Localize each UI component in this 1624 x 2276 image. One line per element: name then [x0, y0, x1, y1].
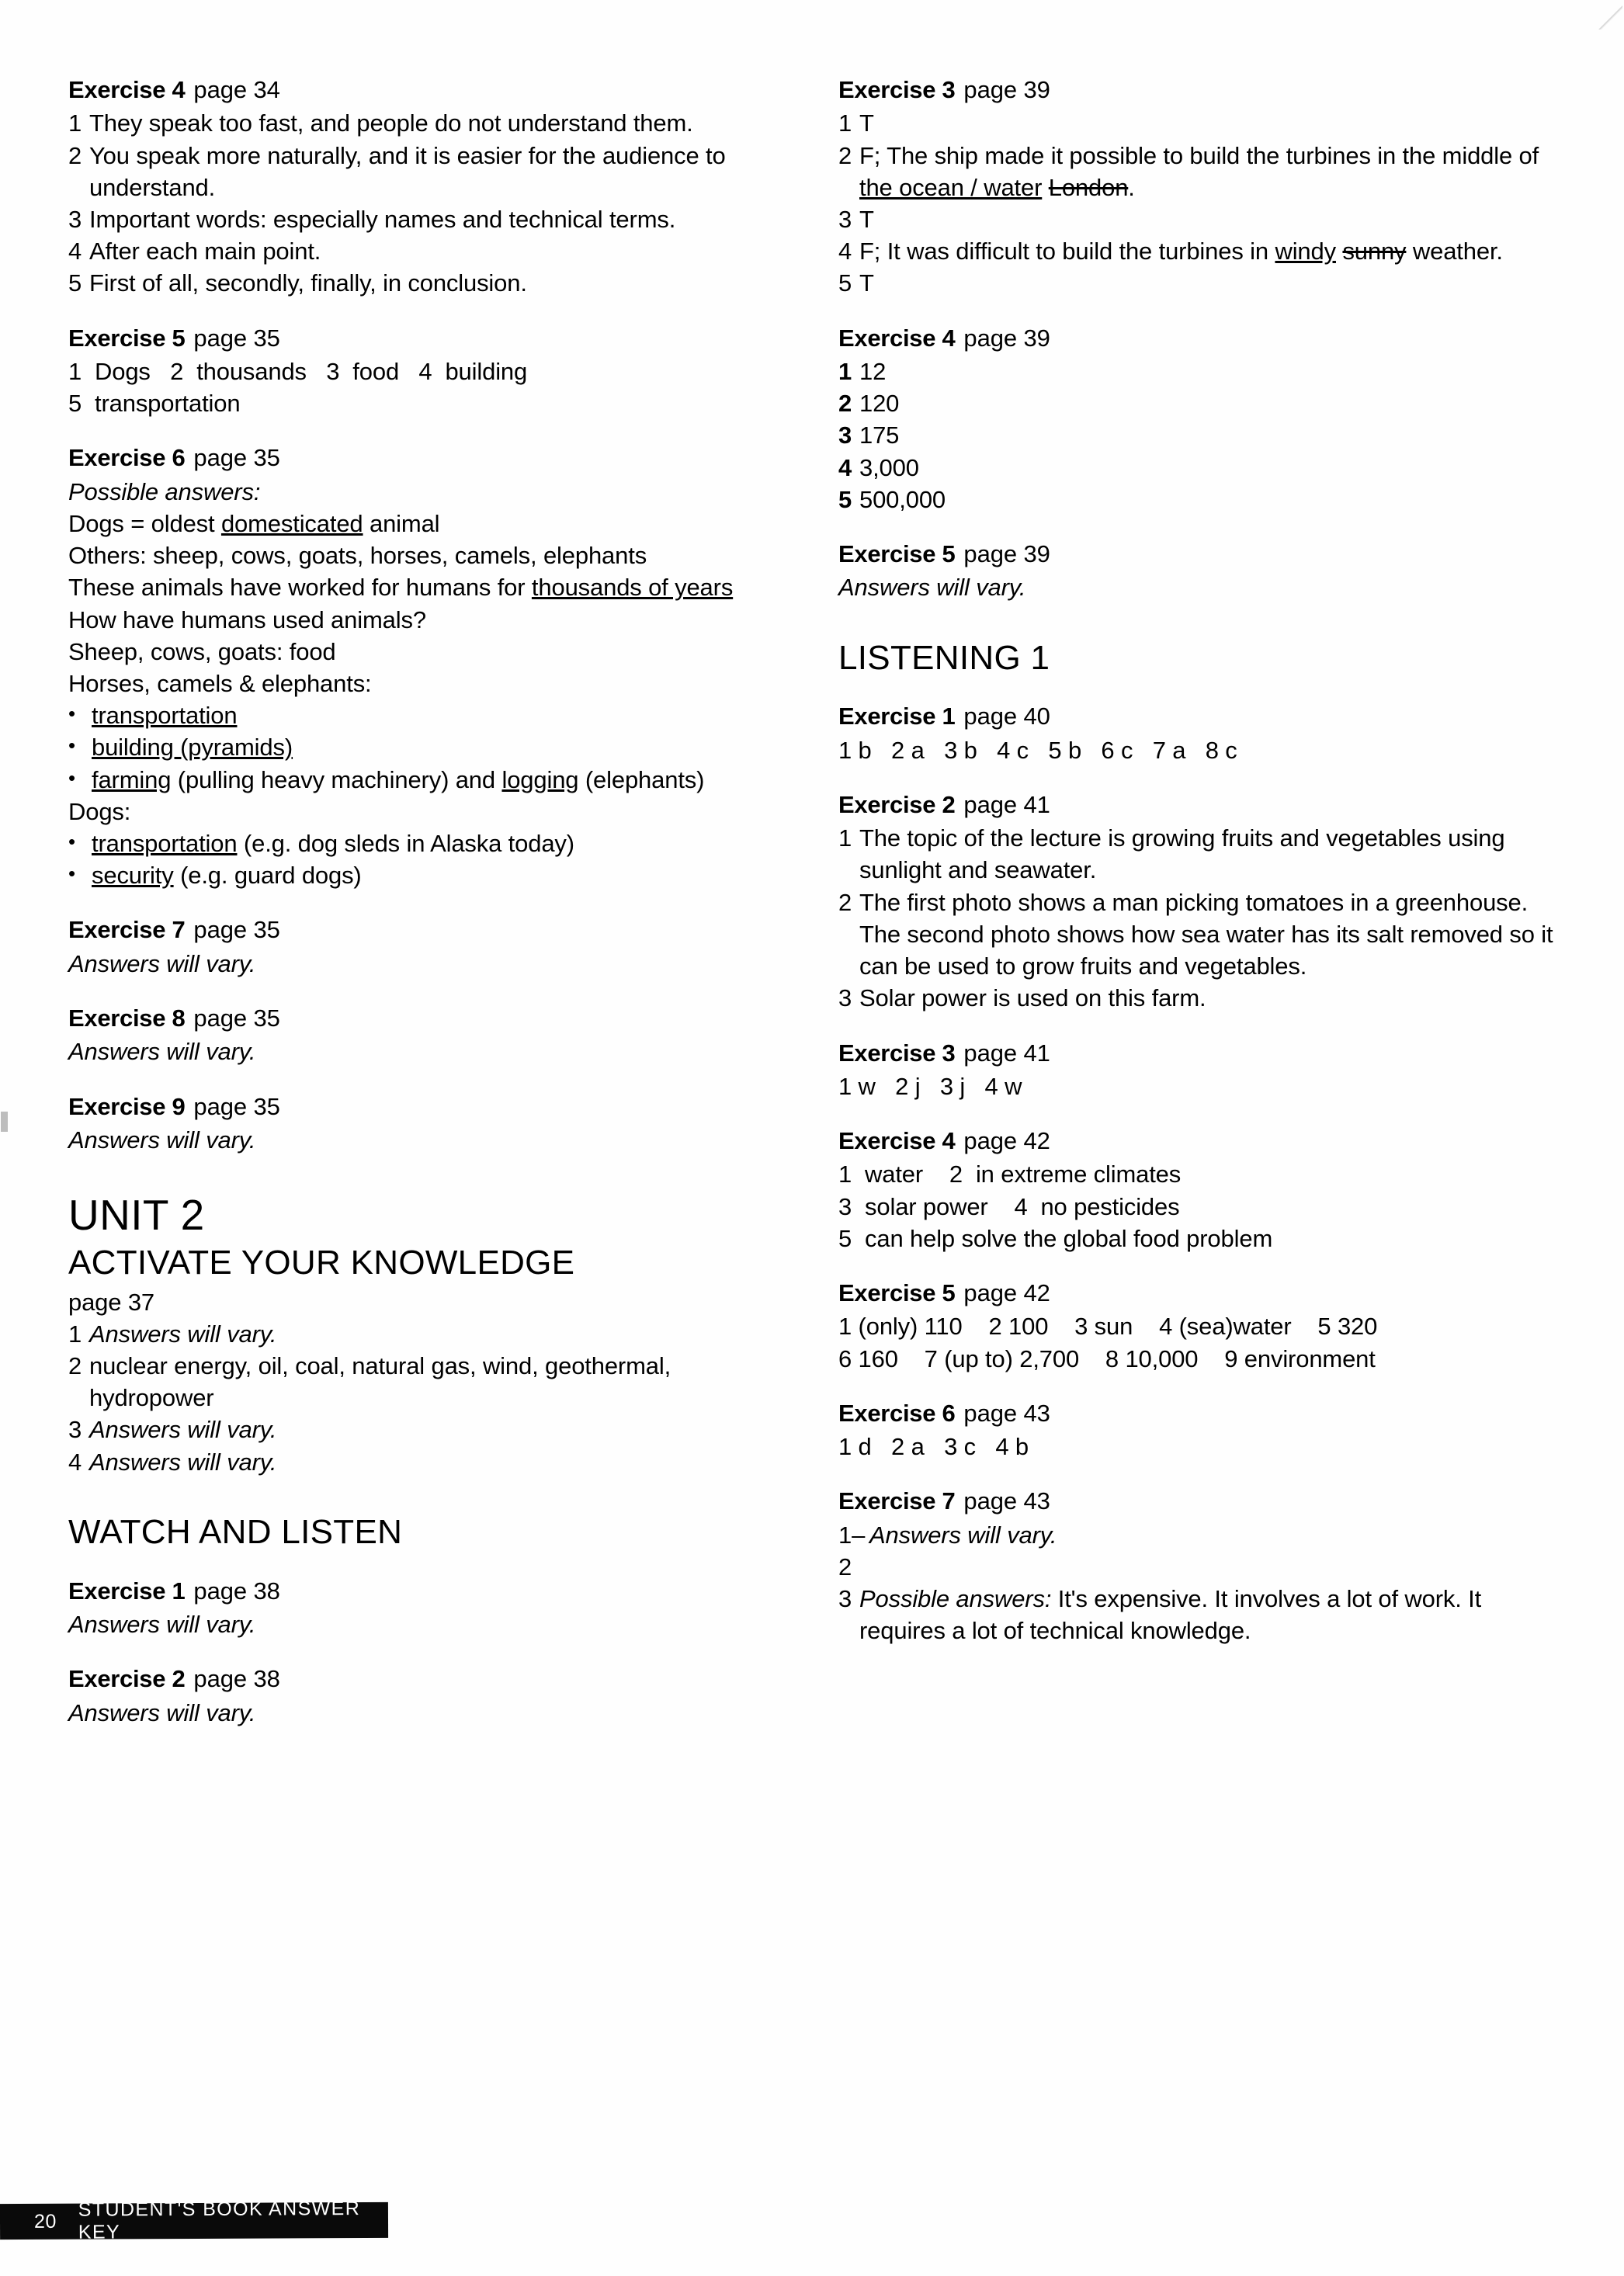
item-number: 2: [68, 141, 82, 169]
text-part: (e.g. dog sleds in Alaska today): [237, 830, 574, 858]
item-text: T: [859, 269, 874, 297]
exercise-page: page 35: [193, 444, 280, 472]
exercise-page: page 38: [193, 1665, 280, 1693]
text-part: animal: [363, 509, 440, 537]
answer-item: [838, 822, 1564, 886]
exercise-page: page 42: [963, 1127, 1050, 1155]
item-text: Answers will vary.: [89, 1448, 277, 1476]
item-text: T: [859, 205, 874, 233]
item-number: 1–2: [838, 1521, 866, 1580]
text-part: It's expensive. It involves a lot of work. It requires a lot of technical knowledge.: [859, 1585, 1482, 1645]
exercise-label: Exercise 6: [838, 1399, 956, 1427]
text-part: .: [1128, 173, 1135, 201]
bullet-item: [68, 699, 794, 731]
item-text: 500,000: [859, 485, 946, 513]
exercise-label: Exercise 1: [68, 1577, 186, 1605]
answer-item: [838, 886, 1564, 983]
exercise-label: Exercise 3: [838, 1039, 956, 1067]
exercise-label: Exercise 7: [68, 916, 186, 944]
item-text: After each main point.: [89, 238, 321, 265]
item-number: 4: [838, 453, 852, 481]
note-line-horses-camels: Horses, camels & elephants:: [68, 669, 372, 697]
exercise-label: Exercise 3: [838, 76, 956, 103]
answers-will-vary: Answers will vary.: [838, 574, 1026, 602]
answer-item: [68, 203, 794, 235]
exercise-label: Exercise 7: [838, 1487, 956, 1515]
item-number: 4: [68, 238, 82, 265]
answer-item: [838, 203, 1564, 235]
exercise-heading-4-p34: [68, 75, 794, 106]
bullet-text: [92, 731, 794, 763]
exercise-label: Exercise 9: [68, 1092, 186, 1120]
exercise-heading-5-p39: [838, 539, 1564, 570]
section-page-ref: page 37: [68, 1288, 155, 1316]
underlined-answer: transportation: [92, 702, 238, 730]
exercise-label: Exercise 4: [838, 1127, 956, 1155]
bullet-item: [68, 731, 794, 763]
underlined-answer: domesticated: [220, 509, 363, 537]
item-text: nuclear energy, oil, coal, natural gas, wind, geothermal, hydropower: [89, 1351, 671, 1412]
exercise-page: page 35: [193, 324, 280, 352]
answers-will-vary: Answers will vary.: [68, 1038, 256, 1066]
answer-item: [68, 1414, 794, 1445]
answers-will-vary: Answers will vary.: [68, 1126, 256, 1154]
item-number: 2: [68, 1351, 82, 1379]
exercise-page: page 41: [963, 790, 1050, 818]
exercise-label: Exercise 2: [68, 1665, 186, 1693]
item-number: 1: [838, 109, 852, 137]
exercise-page: page 39: [963, 324, 1050, 352]
answer-item: [68, 140, 794, 203]
footer-label: STUDENT'S BOOK ANSWER KEY: [78, 2198, 361, 2243]
possible-answers-note: Possible answers:: [859, 1585, 1052, 1612]
item-text: They speak too fast, and people do not understand them.: [89, 109, 693, 137]
text-part: weather.: [1406, 238, 1503, 265]
answer-item: [838, 1583, 1564, 1646]
item-number: 2: [838, 390, 852, 418]
exercise-heading-1-p40: [838, 701, 1564, 732]
exercise-heading-2-p41: [838, 789, 1564, 821]
two-column-body: [68, 75, 1567, 1729]
answer-sequence-line: 1 w 2 j 3 j 4 w: [838, 1072, 1022, 1100]
underlined-answer: the ocean / water: [859, 173, 1043, 201]
exercise-heading-3-p41: [838, 1038, 1564, 1069]
answer-sequence-line: 5 can help solve the global food problem: [838, 1224, 1273, 1252]
answer-item: [838, 356, 1564, 387]
exercise-page: page 43: [963, 1487, 1050, 1515]
item-number: 3: [838, 1585, 852, 1612]
item-text: The first photo shows a man picking tomatoes in a greenhouse. The second photo shows how sea water has its salt removed so it can be used to grow fruits and vegetables.: [859, 888, 1553, 980]
exercise-label: Exercise 5: [838, 1279, 956, 1307]
item-number: 1: [68, 1320, 82, 1348]
exercise-page: page 42: [963, 1279, 1050, 1307]
item-text: T: [859, 109, 874, 137]
text-part: F; It was difficult to build the turbines in: [859, 238, 1275, 265]
exercise-heading-4-p42: [838, 1126, 1564, 1157]
possible-answers-note: Possible answers:: [68, 477, 261, 505]
answers-will-vary: Answers will vary.: [68, 1611, 256, 1639]
page-footer-bar: [0, 2198, 388, 2243]
answer-item: [68, 235, 794, 267]
answer-item: [838, 107, 1564, 139]
answer-sequence-line: 1 d 2 a 3 c 4 b: [838, 1433, 1029, 1461]
answer-item: [68, 1318, 794, 1350]
answer-sequence-line: 3 solar power 4 no pesticides: [838, 1192, 1180, 1220]
item-text: Answers will vary.: [89, 1320, 277, 1348]
exercise-page: page 38: [193, 1577, 280, 1605]
bullet-dot-icon: •: [68, 702, 75, 726]
exercise-heading-5-p42: [838, 1278, 1564, 1309]
exercise-page: page 35: [193, 916, 280, 944]
answer-sequence-line: 1 water 2 in extreme climates: [838, 1161, 1182, 1188]
answer-sequence-line: 1 Dogs 2 thousands 3 food 4 building: [68, 357, 528, 385]
answers-will-vary: Answers will vary.: [68, 949, 256, 977]
answer-sequence-line: 1 b 2 a 3 b 4 c 5 b 6 c 7 a 8 c: [838, 736, 1237, 764]
item-text: 12: [859, 357, 887, 385]
bullet-text: [92, 827, 794, 859]
exercise-label: Exercise 6: [68, 444, 186, 472]
answer-item: [838, 387, 1564, 419]
answer-item: [838, 267, 1564, 299]
exercise-page: page 35: [193, 1004, 280, 1032]
underlined-answer: transportation: [92, 830, 238, 858]
item-number: 2: [838, 141, 852, 169]
answers-will-vary: Answers will vary.: [68, 1698, 256, 1726]
struck-through-answer: London: [1048, 173, 1129, 201]
answer-sequence-line: 1 (only) 110 2 100 3 sun 4 (sea)water 5 320: [838, 1313, 1378, 1341]
item-number: 3: [68, 1416, 82, 1444]
exercise-heading-1-p38: [68, 1576, 794, 1607]
exercise-page: page 34: [193, 76, 280, 103]
answer-item: [838, 452, 1564, 484]
text-part: (e.g. guard dogs): [173, 862, 362, 890]
answer-sequence-line: 5 transportation: [68, 390, 241, 418]
item-number: 3: [68, 205, 82, 233]
bullet-text: [92, 699, 794, 731]
item-number: 2: [838, 888, 852, 916]
exercise-label: Exercise 2: [838, 790, 956, 818]
exercise-heading-8-p35: [68, 1003, 794, 1034]
item-number: 3: [838, 205, 852, 233]
text-part: These animals have worked for humans for: [68, 574, 532, 602]
exercise-page: page 35: [193, 1092, 280, 1120]
exercise-heading-4-p39: [838, 323, 1564, 354]
exercise-heading-7-p35: [68, 914, 794, 945]
struck-through-answer: sunny: [1342, 238, 1407, 265]
right-column: [838, 75, 1564, 1729]
answer-item: [838, 484, 1564, 515]
bullet-item: [68, 764, 794, 796]
underlined-answer: thousands of years: [531, 574, 734, 602]
note-line-others: Others: sheep, cows, goats, horses, camels, elephants: [68, 542, 647, 570]
item-text: You speak more naturally, and it is easier for the audience to understand.: [89, 141, 726, 201]
bullet-item: [68, 827, 794, 859]
answer-item: [838, 235, 1564, 267]
item-text: 120: [859, 390, 900, 418]
exercise-heading-2-p38: [68, 1664, 794, 1695]
item-text: Solar power is used on this farm.: [859, 984, 1206, 1012]
text-part: (elephants): [578, 765, 705, 793]
item-text: [859, 235, 1564, 267]
item-number: 3: [838, 422, 852, 449]
answer-item: [68, 267, 794, 299]
item-number: 1: [68, 109, 82, 137]
text-part: Dogs = oldest: [68, 509, 221, 537]
item-text: 3,000: [859, 453, 919, 481]
item-number: 1: [838, 357, 852, 385]
exercise-heading-6-p35: [68, 442, 794, 474]
exercise-heading-7-p43: [838, 1486, 1564, 1517]
exercise-label: Exercise 8: [68, 1004, 186, 1032]
bullet-dot-icon: •: [68, 830, 75, 854]
underlined-answer: farming: [92, 765, 172, 793]
exercise-heading-3-p39: [838, 75, 1564, 106]
exercise-label: Exercise 5: [68, 324, 186, 352]
item-text: 175: [859, 422, 900, 449]
note-line-dogs: Dogs:: [68, 797, 131, 825]
text-part: (pulling heavy machinery) and: [171, 765, 502, 793]
answer-item: [838, 1519, 1564, 1583]
section-title-watch-and-listen: WATCH AND LISTEN: [68, 1512, 403, 1551]
underlined-answer: logging: [501, 765, 579, 793]
exercise-label: Exercise 1: [838, 703, 956, 730]
note-line-worked-for-humans: [68, 571, 794, 603]
item-text: Important words: especially names and technical terms.: [89, 205, 676, 233]
item-number: 5: [838, 269, 852, 297]
bullet-item: [68, 859, 794, 891]
bullet-text: [92, 859, 794, 891]
item-number: 4: [68, 1448, 82, 1476]
scan-edge-artifact: [1, 1112, 8, 1132]
exercise-page: page 39: [963, 540, 1050, 567]
section-title-activate-your-knowledge: ACTIVATE YOUR KNOWLEDGE: [68, 1243, 575, 1282]
item-number: 5: [68, 269, 82, 297]
exercise-page: page 39: [963, 76, 1050, 103]
item-number: 3: [838, 984, 852, 1012]
answer-item: [838, 419, 1564, 451]
exercise-heading-9-p35: [68, 1091, 794, 1122]
note-line-sheep-cows-goats: Sheep, cows, goats: food: [68, 637, 336, 665]
left-column: [68, 75, 794, 1729]
text-part: F; The ship made it possible to build the turbines in the middle of: [859, 141, 1539, 169]
underlined-answer: windy: [1275, 238, 1336, 265]
answer-item: [838, 982, 1564, 1014]
item-text: [859, 1583, 1564, 1646]
unit-title: UNIT 2: [68, 1191, 205, 1240]
exercise-page: page 40: [963, 703, 1050, 730]
item-text: The topic of the lecture is growing fruits and vegetables using sunlight and seawater.: [859, 824, 1505, 884]
answer-item: [68, 107, 794, 139]
item-text: [859, 140, 1564, 203]
exercise-label: Exercise 5: [838, 540, 956, 567]
bullet-dot-icon: •: [68, 765, 75, 789]
underlined-answer: security: [92, 862, 174, 890]
page-number: 20: [33, 2210, 57, 2233]
exercise-label: Exercise 4: [68, 76, 186, 103]
answer-sequence-line: 6 160 7 (up to) 2,700 8 10,000 9 environment: [838, 1344, 1376, 1372]
bullet-text: [92, 764, 794, 796]
exercise-heading-6-p43: [838, 1398, 1564, 1429]
exercise-page: page 41: [963, 1039, 1050, 1067]
bullet-dot-icon: •: [68, 862, 75, 886]
item-text: First of all, secondly, finally, in conclusion.: [89, 269, 527, 297]
item-number: 1: [838, 824, 852, 852]
item-number: 5: [838, 485, 852, 513]
item-text: Answers will vary.: [869, 1521, 1057, 1549]
scan-corner-artifact: [1588, 3, 1622, 29]
answer-item: [68, 1350, 794, 1414]
section-title-listening-1: LISTENING 1: [838, 638, 1050, 677]
note-line-dogs-oldest: [68, 508, 794, 540]
item-text: Answers will vary.: [89, 1416, 277, 1444]
bullet-dot-icon: •: [68, 734, 75, 758]
item-number: 4: [838, 238, 852, 265]
exercise-page: page 43: [963, 1399, 1050, 1427]
underlined-answer: building (pyramids): [92, 734, 293, 762]
note-line-question: How have humans used animals?: [68, 605, 426, 633]
exercise-heading-5-p35: [68, 323, 794, 354]
answer-item: [68, 1446, 794, 1478]
answer-item: [838, 140, 1564, 203]
exercise-label: Exercise 4: [838, 324, 956, 352]
